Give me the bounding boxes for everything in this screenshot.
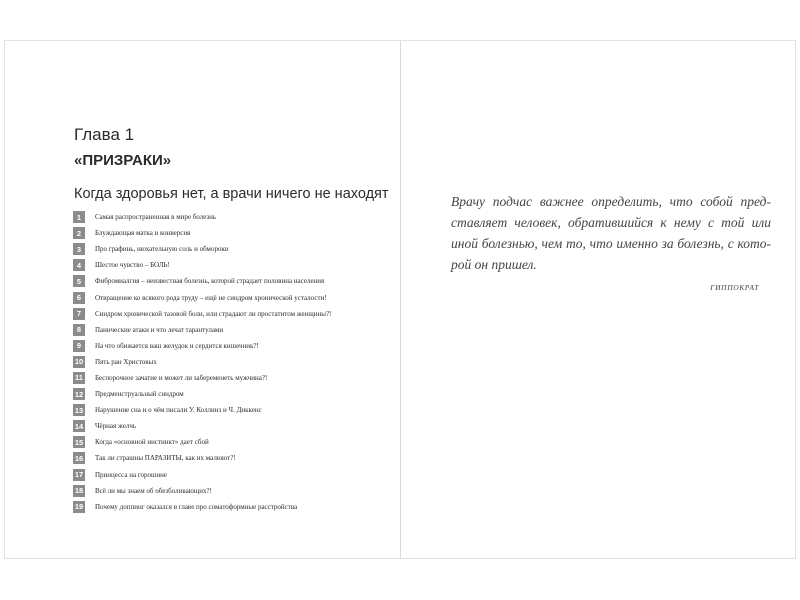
- toc-item: [73, 467, 331, 483]
- toc-item-title: Всё ли мы знаем об обезболивающих?!: [95, 486, 212, 495]
- toc-item: [73, 338, 331, 354]
- toc-item: [73, 450, 331, 466]
- toc-number-badge: 8: [73, 324, 85, 336]
- toc-number-badge: 11: [73, 372, 85, 384]
- toc-item: [73, 289, 331, 305]
- toc-item: [73, 306, 331, 322]
- toc-number-badge: 19: [74, 502, 84, 512]
- toc-item-title: Блуждающая матка и конверсия: [95, 229, 191, 238]
- toc-number-badge: 18: [74, 486, 84, 496]
- toc-item-title: Беспорочное зачатие и может ли забеременеть мужчина?!: [95, 373, 268, 382]
- toc-item: [73, 386, 331, 402]
- toc-number-badge: 9: [73, 340, 85, 352]
- book-spread: [4, 40, 796, 559]
- toc-item-title: Когда «основной инстинкт» дает сбой: [95, 438, 209, 447]
- toc-item: [73, 499, 331, 515]
- toc-number-badge: 15: [74, 437, 84, 447]
- toc-item: [73, 418, 331, 434]
- toc-item: [73, 354, 331, 370]
- toc-item: [73, 322, 331, 338]
- epigraph-author: ГИППОКРАТ: [710, 283, 759, 292]
- toc-number-badge: 1: [73, 211, 85, 223]
- chapter-subtitle: Когда здоровья нет, а врачи ничего не находят: [74, 186, 389, 202]
- right-page: [401, 41, 795, 558]
- toc-item-title: Про графинь, нюхательную соль и обмороки: [95, 245, 229, 254]
- toc-item-title: Почему доппинг оказался в главе про соматоформные расстройства: [95, 502, 298, 511]
- toc-item-title: Чёрная желчь: [95, 422, 137, 431]
- toc-item: [73, 434, 331, 450]
- toc-item-title: Пять ран Христовых: [95, 357, 157, 366]
- left-page: [5, 41, 400, 558]
- chapter-title: «ПРИЗРАКИ»: [74, 152, 172, 169]
- toc-item: [73, 225, 331, 241]
- toc-item: [73, 402, 331, 418]
- toc-item: [73, 209, 331, 225]
- toc-item-title: Так ли страшны ПАРАЗИТЫ, как их малюют?!: [95, 454, 236, 463]
- toc-item-title: Шестое чувство – БОЛЬ!: [95, 261, 170, 270]
- toc-number-badge: 12: [74, 389, 84, 399]
- toc-item: [73, 370, 331, 386]
- toc-number-badge: 10: [74, 357, 84, 367]
- toc-item: [73, 273, 331, 289]
- toc-item-title: На что обижается ваш желудок и сердится кишечник?!: [95, 341, 259, 350]
- toc-item-title: Отвращение ко всякого рода труду – ещё не синдром хронической усталости!: [95, 293, 327, 302]
- toc-item-title: Панические атаки и что лечат тарантулами: [95, 325, 224, 334]
- toc-number-badge: 4: [73, 259, 85, 271]
- toc-item-title: Фибромиалгия – неизвестная болезнь, которой страдает половина населения: [95, 277, 325, 286]
- toc-item: [73, 241, 331, 257]
- toc-number-badge: 13: [74, 405, 84, 415]
- table-of-contents: [73, 209, 331, 515]
- toc-item-title: Синдром хронической тазовой боли, или страдают ли простатитом женщины?!: [95, 309, 332, 318]
- toc-number-badge: 17: [74, 470, 84, 480]
- toc-item-title: Нарушение сна и о чём писали У. Коллинз и Ч. Диккенс: [95, 406, 262, 415]
- toc-number-badge: 3: [73, 243, 85, 255]
- epigraph-line: иной болезнью, чем то, что именно за болезнь, с кото-: [451, 236, 771, 251]
- toc-item-title: Самая распространенная в мире болезнь: [95, 213, 217, 222]
- toc-item: [73, 483, 331, 499]
- chapter-label: Глава 1: [74, 125, 135, 144]
- toc-number-badge: 16: [74, 453, 84, 463]
- toc-number-badge: 14: [74, 421, 84, 431]
- toc-item: [73, 257, 331, 273]
- toc-number-badge: 6: [73, 292, 85, 304]
- epigraph-line: ставляет человек, обратившийся к нему с той или: [451, 215, 771, 230]
- toc-item-title: Принцесса на горошине: [95, 470, 168, 479]
- epigraph-line: Врачу подчас важнее определить, что собой пред-: [451, 194, 771, 209]
- toc-number-badge: 2: [73, 227, 85, 239]
- epigraph-line: рой он пришел.: [451, 257, 537, 272]
- toc-number-badge: 5: [73, 275, 85, 287]
- epigraph-quote: [451, 191, 771, 275]
- toc-number-badge: 7: [73, 308, 85, 320]
- toc-item-title: Предменструальный синдром: [95, 390, 184, 399]
